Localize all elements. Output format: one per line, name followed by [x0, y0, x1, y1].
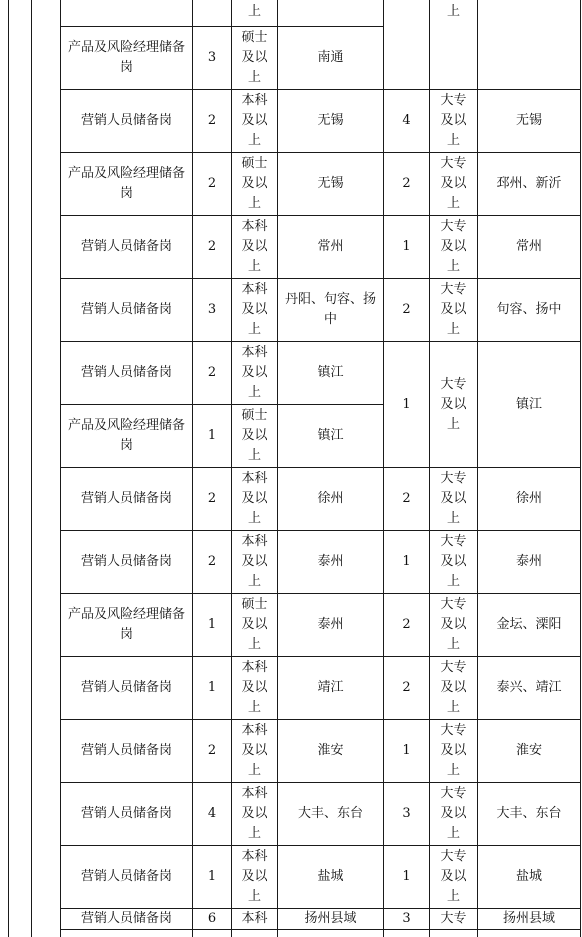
- table-cell-degree: 大专及以上: [440, 597, 467, 652]
- table-cell-count: 2: [207, 554, 217, 569]
- table-border-left: [8, 0, 9, 937]
- table-cell-degree: 本科及以上: [241, 345, 268, 400]
- table-cell-count: 4: [402, 113, 411, 128]
- table-cell-count: 2: [402, 617, 411, 632]
- table-cell-position: 营销人员储备岗: [80, 239, 172, 254]
- table-cell-count: 2: [207, 239, 217, 254]
- table-cell-position: 营销人员储备岗: [80, 806, 172, 821]
- table-cell-location: 金坛、溧阳: [496, 617, 562, 632]
- table-cell-location: 徐州: [515, 491, 542, 506]
- table-cell-degree: 本科及以上: [241, 282, 268, 337]
- table-cell-degree: 上: [446, 4, 460, 19]
- table-cell-count: 2: [207, 743, 217, 758]
- table-cell-position: 营销人员储备岗: [80, 491, 172, 506]
- table-cell-degree: 大专及以上: [440, 534, 467, 589]
- table-cell-location: 淮安: [317, 743, 344, 758]
- table-cell-position: 产品及风险经理储备岗: [67, 418, 185, 453]
- table-cell-degree: 硕士及以上: [241, 597, 268, 652]
- table-cell-location: 常州: [515, 239, 542, 254]
- table-cell-degree: 大专及以上: [440, 219, 467, 274]
- table-cell-location: 盐城: [317, 869, 344, 884]
- table-cell-location: 邳州、新沂: [496, 176, 562, 191]
- table-cell-count: 1: [402, 869, 411, 884]
- table-cell-location: 常州: [317, 239, 344, 254]
- table-cell-count: 2: [207, 176, 217, 191]
- table-cell-count: 3: [207, 50, 217, 65]
- table-cell-position: 产品及风险经理储备岗: [67, 166, 185, 201]
- table-cell-degree: 上: [247, 4, 261, 19]
- table-cell-degree: 大专及以上: [440, 471, 467, 526]
- table-cell-count: 1: [402, 743, 411, 758]
- table-cell-degree: 本科及以上: [241, 849, 268, 904]
- table-cell-degree: 硕士及以上: [241, 408, 268, 463]
- table-cell-count: 1: [207, 617, 217, 632]
- table-cell-position: 营销人员储备岗: [80, 365, 172, 380]
- table-cell-position: 营销人员储备岗: [80, 869, 172, 884]
- table-cell-count: 2: [402, 680, 411, 695]
- table-cell-count: 1: [207, 428, 217, 443]
- table-cell-position: 营销人员储备岗: [80, 743, 172, 758]
- table-cell-count: 6: [207, 911, 217, 926]
- table-cell-count: 2: [207, 365, 217, 380]
- table-cell-count: 1: [402, 239, 411, 254]
- table-cell-degree: 本科及以上: [241, 471, 268, 526]
- table-cell-location: 泰州: [515, 554, 542, 569]
- table-cell-count: 1: [207, 869, 217, 884]
- table-cell-degree: 大专及以上: [440, 786, 467, 841]
- table-cell-location: 扬州县域: [502, 911, 555, 926]
- table-cell-position: 营销人员储备岗: [80, 911, 172, 926]
- table-border-bottom: [60, 929, 581, 930]
- table-cell-degree: 本科及以上: [241, 786, 268, 841]
- table-cell-degree: 大专及以上: [440, 156, 467, 211]
- table-cell-location: 泰州: [317, 554, 344, 569]
- table-cell-location: 无锡: [515, 113, 542, 128]
- table-cell-location: 大丰、东台: [496, 806, 562, 821]
- table-cell-location: 句容、扬中: [496, 302, 562, 317]
- table-cell-location: 大丰、东台: [297, 806, 363, 821]
- table-cell-location: 靖江: [317, 680, 344, 695]
- table-cell-count: 1: [207, 680, 217, 695]
- table-cell-location: 无锡: [317, 113, 344, 128]
- table-cell-count: 1: [402, 396, 411, 412]
- table-cell-position: 营销人员储备岗: [80, 680, 172, 695]
- table-cell-degree: 大专: [440, 911, 467, 926]
- table-cell-count: 2: [402, 176, 411, 191]
- table-cell-count: 2: [207, 491, 217, 506]
- table-border-right: [580, 0, 581, 937]
- table-cell-position: 营销人员储备岗: [80, 113, 172, 128]
- table-cell-degree: 本科及以上: [241, 723, 268, 778]
- table-cell-degree: 大专及以上: [440, 93, 467, 148]
- table-cell-count: 3: [207, 302, 217, 317]
- table-cell-position: 营销人员储备岗: [80, 302, 172, 317]
- table-cell-location: 镇江: [317, 365, 344, 380]
- table-cell-position: 营销人员储备岗: [80, 554, 172, 569]
- table-cell-degree: 大专及以上: [440, 723, 467, 778]
- table-cell-location: 泰州: [317, 617, 344, 632]
- table-cell-degree: 硕士及以上: [241, 30, 268, 85]
- table-cell-count: 1: [402, 554, 411, 569]
- table-cell-degree: 大专及以上: [440, 660, 467, 715]
- table-cell-count: 2: [402, 302, 411, 317]
- table-cell-location: 徐州: [317, 491, 344, 506]
- table-cell-position: 产品及风险经理储备岗: [67, 40, 185, 75]
- table-border-left-inner: [31, 0, 32, 937]
- table-cell-location: 丹阳、句容、扬中: [284, 292, 376, 327]
- table-cell-location: 盐城: [515, 869, 542, 884]
- table-cell-location: 镇江: [515, 396, 542, 412]
- table-cell-count: 4: [207, 806, 217, 821]
- table-cell-degree: 本科: [241, 911, 268, 926]
- table-cell-count: 2: [402, 491, 411, 506]
- table-cell-degree: 本科及以上: [241, 93, 268, 148]
- table-cell-location: 南通: [317, 50, 344, 65]
- table-cell-degree: 本科及以上: [241, 219, 268, 274]
- table-cell-count: 3: [402, 911, 411, 926]
- table-cell-location: 镇江: [317, 428, 344, 443]
- table-cell-position: 产品及风险经理储备岗: [67, 607, 185, 642]
- table-cell-degree: 本科及以上: [241, 534, 268, 589]
- table-cell-degree: 大专及以上: [440, 849, 467, 904]
- table-cell-location: 淮安: [515, 743, 542, 758]
- table-cell-degree: 硕士及以上: [241, 156, 268, 211]
- table-cell-degree: 本科及以上: [241, 660, 268, 715]
- table-cell-count: 2: [207, 113, 217, 128]
- table-cell-degree: 大专及以上: [440, 282, 467, 337]
- table-cell-location: 扬州县域: [304, 911, 357, 926]
- table-cell-location: 泰兴、靖江: [496, 680, 562, 695]
- table-cell-degree: 大专及以上: [440, 376, 467, 432]
- table-cell-count: 3: [402, 806, 411, 821]
- table-cell-location: 无锡: [317, 176, 344, 191]
